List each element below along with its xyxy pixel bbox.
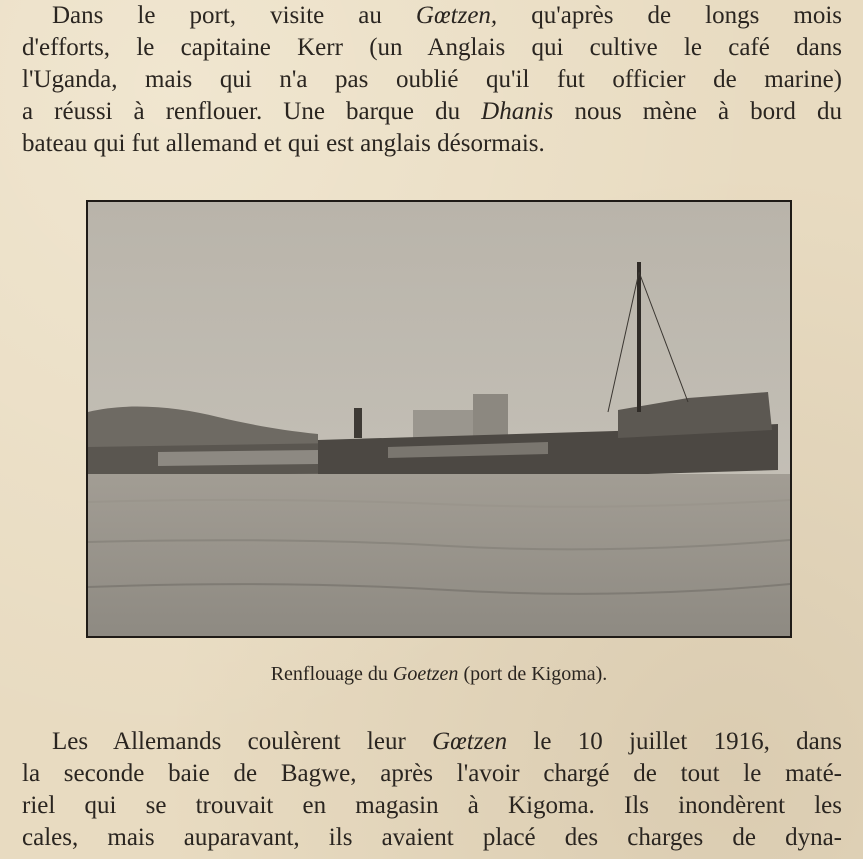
paragraph-top <box>22 0 842 160</box>
building <box>413 410 473 440</box>
post <box>354 408 362 438</box>
text-line: bateau qui fut allemand et qui est anglais désormais. <box>22 130 545 157</box>
text-line: riel qui se trouvait en magasin à Kigoma. Ils inondèrent les <box>22 792 842 819</box>
water <box>88 474 790 636</box>
pier <box>158 450 318 466</box>
photo-caption: Renflouage du Goetzen (port de Kigoma). <box>270 663 608 685</box>
text-line: l'Uganda, mais qui n'a pas oublié qu'il fut officier de marine) <box>22 66 842 93</box>
photo-illustration <box>88 202 790 636</box>
text-line: la seconde baie de Bagwe, après l'avoir chargé de tout le maté- <box>22 760 842 787</box>
text-line: Les Allemands coulèrent leur Gœtzen le 10 juillet 1916, dans <box>52 728 842 755</box>
mast <box>637 262 641 412</box>
text-line: a réussi à renflouer. Une barque du Dhanis nous mène à bord du <box>22 98 842 125</box>
text-line: d'efforts, le capitaine Kerr (un Anglais qui cultive le café dans <box>22 34 842 61</box>
building <box>473 394 508 439</box>
text-line: Dans le port, visite au Gœtzen, qu'après de longs mois <box>52 2 842 29</box>
ship-wreck-photo <box>86 200 792 638</box>
paragraph-bottom <box>22 726 842 854</box>
text-line: cales, mais auparavant, ils avaient placé des charges de dyna- <box>22 824 842 851</box>
